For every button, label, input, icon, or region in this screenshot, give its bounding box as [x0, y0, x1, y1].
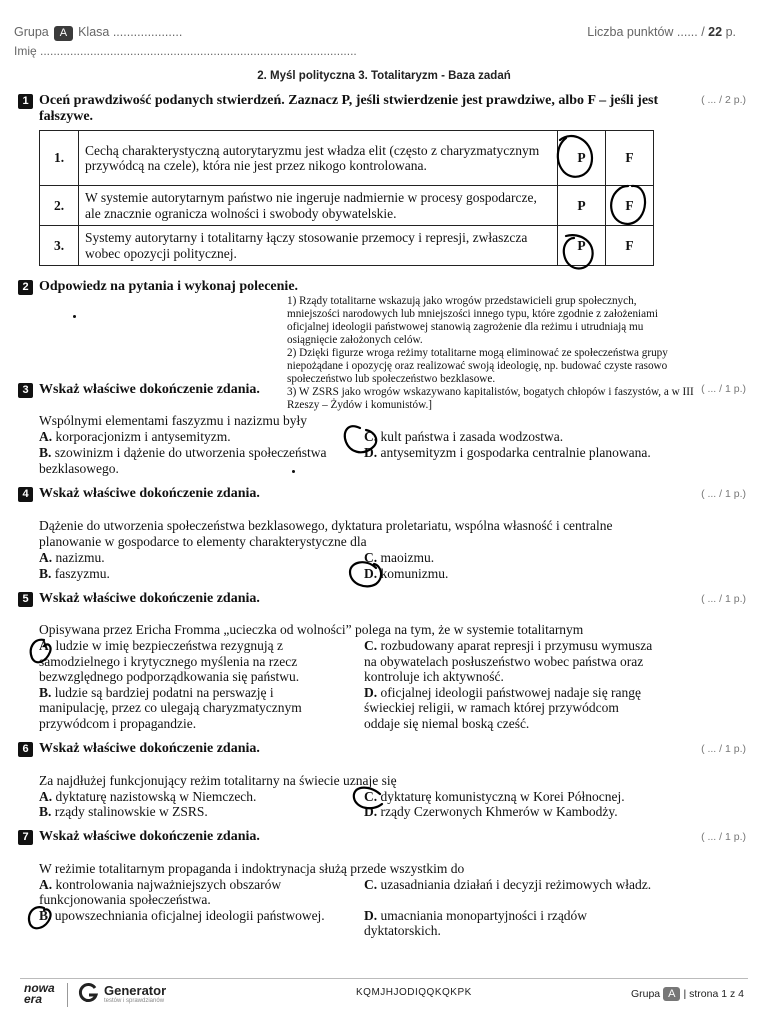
table-row [40, 131, 654, 186]
statement-text: Cechą charakterystyczną autorytaryzmu jest władza elit (często z charyzmatycznym przywódcą na czele), która nie jest przez nikogo kontrolowana. [79, 131, 558, 186]
answer-line: mniejszości narodowych lub mniejszości innego typu, które zgodnie z założeniami [287, 308, 658, 320]
document-code: KQMJHJODIQQKQKPK [356, 987, 472, 998]
true-option[interactable]: P [558, 186, 606, 226]
question-3-points: ( ... / 1 p.) [701, 383, 746, 395]
option-c[interactable]: C. kult państwa i zasada wodzostwa. [364, 429, 564, 444]
row-number: 2. [40, 186, 79, 226]
statement-text: Systemy autorytarny i totalitarny łączy stosowanie przemocy i represji, zwłaszcza wobec opozycji politycznej. [79, 226, 558, 266]
option-c-continued: kontroluje ich aktywność. [364, 669, 504, 684]
document-title: 2. Myśl polityczna 3. Totalitaryzm - Baza zadań [257, 70, 511, 82]
stray-dot [73, 315, 76, 318]
option-a[interactable]: A. ludzie w imię bezpieczeństwa rezygnują z [39, 638, 284, 653]
option-b-continued: bezklasowego. [39, 461, 119, 476]
option-b[interactable]: B. faszyzmu. [39, 566, 110, 581]
header-group [14, 25, 182, 41]
option-c[interactable]: C. dyktaturę komunistyczną w Korei Północnej. [364, 789, 625, 804]
option-a-continued: bezwzględnego podporządkowania się państwu. [39, 669, 300, 684]
question-number-2: 2 [18, 280, 33, 295]
question-5-points: ( ... / 1 p.) [701, 593, 746, 605]
footer-page-info: Grupa A | strona 1 z 4 [630, 988, 744, 1000]
question-6-stem: Za najdłużej funkcjonujący reżim totalitarny na świecie uznaje się [39, 773, 397, 788]
option-d-continued: oddaje się niemal boską cześć. [364, 716, 530, 731]
answer-line: 2) Dzięki figurze wroga reżimy totalitarne mogą eliminować ze społeczeństwa grupy [287, 347, 668, 359]
question-7-points: ( ... / 1 p.) [701, 831, 746, 843]
points-total: 22 [708, 25, 723, 39]
question-number-1: 1 [18, 94, 33, 109]
generator-label: Generator [104, 983, 167, 998]
question-number-5: 5 [18, 592, 33, 607]
option-d[interactable]: D. oficjalnej ideologii państwowej nadaje się rangę [364, 685, 642, 700]
option-d[interactable]: D. umacniania monopartyjności i rządów [364, 908, 588, 923]
page-indicator: | strona 1 z 4 [683, 988, 744, 1000]
option-b[interactable]: B. ludzie są bardziej podatni na perswazję i [39, 685, 274, 700]
option-a[interactable]: A. kontrolowania najważniejszych obszarów [39, 877, 282, 892]
answer-line: oficjalnej ideologii państwowej stanowią zagrożenie dla reżimu i utrudniają mu [287, 321, 644, 333]
points-unit: p. [725, 25, 736, 39]
option-d[interactable]: D. rządy Czerwonych Khmerów w Kambodży. [364, 804, 618, 819]
question-3-heading: Wskaż właściwe dokończenie zdania. [39, 382, 260, 397]
option-a[interactable]: A. nazizmu. [39, 550, 105, 565]
option-a-continued: samodzielnego i krytycznego myślenia na rzecz [39, 654, 298, 669]
footer-divider [20, 978, 748, 979]
answer-line: 1) Rządy totalitarne wskazują jako wrogów przedstawicieli grup społecznych, [287, 295, 637, 307]
question-4-points: ( ... / 1 p.) [701, 488, 746, 500]
option-d-continued: świeckiej religii, w ramach której przywódcom [364, 700, 619, 715]
false-option[interactable]: F [606, 186, 654, 226]
nowa-era-logo: nowa era [24, 981, 55, 1006]
true-option[interactable]: P [558, 226, 606, 266]
answer-line: osiągnięcie założonych celów. [287, 334, 423, 346]
table-row [40, 226, 654, 266]
logo-divider [67, 983, 68, 1007]
question-7-heading: Wskaż właściwe dokończenie zdania. [39, 829, 260, 844]
generator-logo-icon [78, 982, 100, 1004]
true-option[interactable]: P [558, 131, 606, 186]
class-label: Klasa .................... [78, 25, 183, 39]
question-2-heading: Odpowiedz na pytania i wykonaj polecenie. [39, 279, 299, 294]
option-b-continued: przywódcom i propagandzie. [39, 716, 197, 731]
option-c[interactable]: C. uzasadniania działań i decyzji reżimowych władz. [364, 877, 652, 892]
option-d-continued: dyktatorskich. [364, 923, 441, 938]
option-a[interactable]: A. korporacjonizm i antysemityzm. [39, 429, 231, 444]
option-c-continued: na obywatelach posłuszeństwo wobec państwa oraz [364, 654, 644, 669]
option-d[interactable]: D. komunizmu. [364, 566, 449, 581]
name-line: Imię ............................................................................................... [14, 44, 357, 58]
question-6-points: ( ... / 1 p.) [701, 743, 746, 755]
option-b[interactable]: B. upowszechniania oficjalnej ideologii państwowej. [39, 908, 325, 923]
statement-text: W systemie autorytarnym państwo nie ingeruje nadmiernie w procesy gospodarcze, ale znacznie ogranicza wolności i swobody obywatelskie. [79, 186, 558, 226]
option-a[interactable]: A. dyktaturę nazistowską w Niemczech. [39, 789, 257, 804]
generator-subtitle: testów i sprawdzianów [104, 998, 165, 1004]
footer-group-badge: A [663, 987, 680, 1001]
question-5-heading: Wskaż właściwe dokończenie zdania. [39, 591, 260, 606]
question-1-heading: Oceń prawdziwość podanych stwierdzeń. Zaznacz P, jeśli stwierdzenie jest prawdziwe, albo F – jeśli jest fałszywe. [39, 93, 659, 124]
table-row [40, 186, 654, 226]
question-3-stem: Wspólnymi elementami faszyzmu i nazizmu były [39, 413, 308, 428]
question-1-points: ( ... / 2 p.) [701, 94, 746, 106]
question-7-stem: W reżimie totalitarnym propaganda i indoktrynacja służą przede wszystkim do [39, 861, 465, 876]
option-b-continued: manipulację, przez co ulegają charyzmatycznym [39, 700, 302, 715]
option-c[interactable]: C. maoizmu. [364, 550, 435, 565]
group-badge: A [54, 26, 73, 41]
question-number-6: 6 [18, 742, 33, 757]
question-number-4: 4 [18, 487, 33, 502]
option-c[interactable]: C. rozbudowany aparat represji i przymusu wymusza [364, 638, 653, 653]
option-a-continued: funkcjonowania społeczeństwa. [39, 892, 211, 907]
question-4-stem-line-1: Dążenie do utworzenia społeczeństwa bezklasowego, dyktatura proletariatu, wspólna własność i centralne [39, 518, 613, 533]
question-number-3: 3 [18, 383, 33, 398]
question-4-heading: Wskaż właściwe dokończenie zdania. [39, 486, 260, 501]
answer-line: niepożądane i opozycję oraz realizować swoją ideologię, np. budować czyste rasowo [287, 360, 668, 372]
question-number-7: 7 [18, 830, 33, 845]
question-5-stem: Opisywana przez Ericha Fromma „ucieczka od wolności” polega na tym, że w systemie totalitarnym [39, 622, 584, 637]
answer-line: 3) W ZSRS jako wrogów wskazywano kapitalistów, bogatych chłopów i faszystów, a w III [287, 386, 694, 398]
false-option[interactable]: F [606, 131, 654, 186]
option-d[interactable]: D. antysemityzm i gospodarka centralnie planowana. [364, 445, 651, 460]
stray-dot [292, 470, 295, 473]
true-false-table [39, 130, 654, 266]
option-b[interactable]: B. szowinizm i dążenie do utworzenia społeczeństwa [39, 445, 327, 460]
row-number: 1. [40, 131, 79, 186]
false-option[interactable]: F [606, 226, 654, 266]
question-4-stem-line-2: planowanie w gospodarce to elementy charakterystyczne dla [39, 534, 367, 549]
answer-line: społeczeństwo lub społeczeństwo bezklasowe. [287, 373, 496, 385]
group-label: Grupa [14, 25, 49, 39]
points-summary [587, 25, 736, 39]
points-label: Liczba punktów ...... / [587, 25, 705, 39]
question-6-heading: Wskaż właściwe dokończenie zdania. [39, 741, 260, 756]
answer-line: Rzeszy – Żydów i komunistów.] [287, 399, 433, 411]
row-number: 3. [40, 226, 79, 266]
option-b[interactable]: B. rządy stalinowskie w ZSRS. [39, 804, 208, 819]
